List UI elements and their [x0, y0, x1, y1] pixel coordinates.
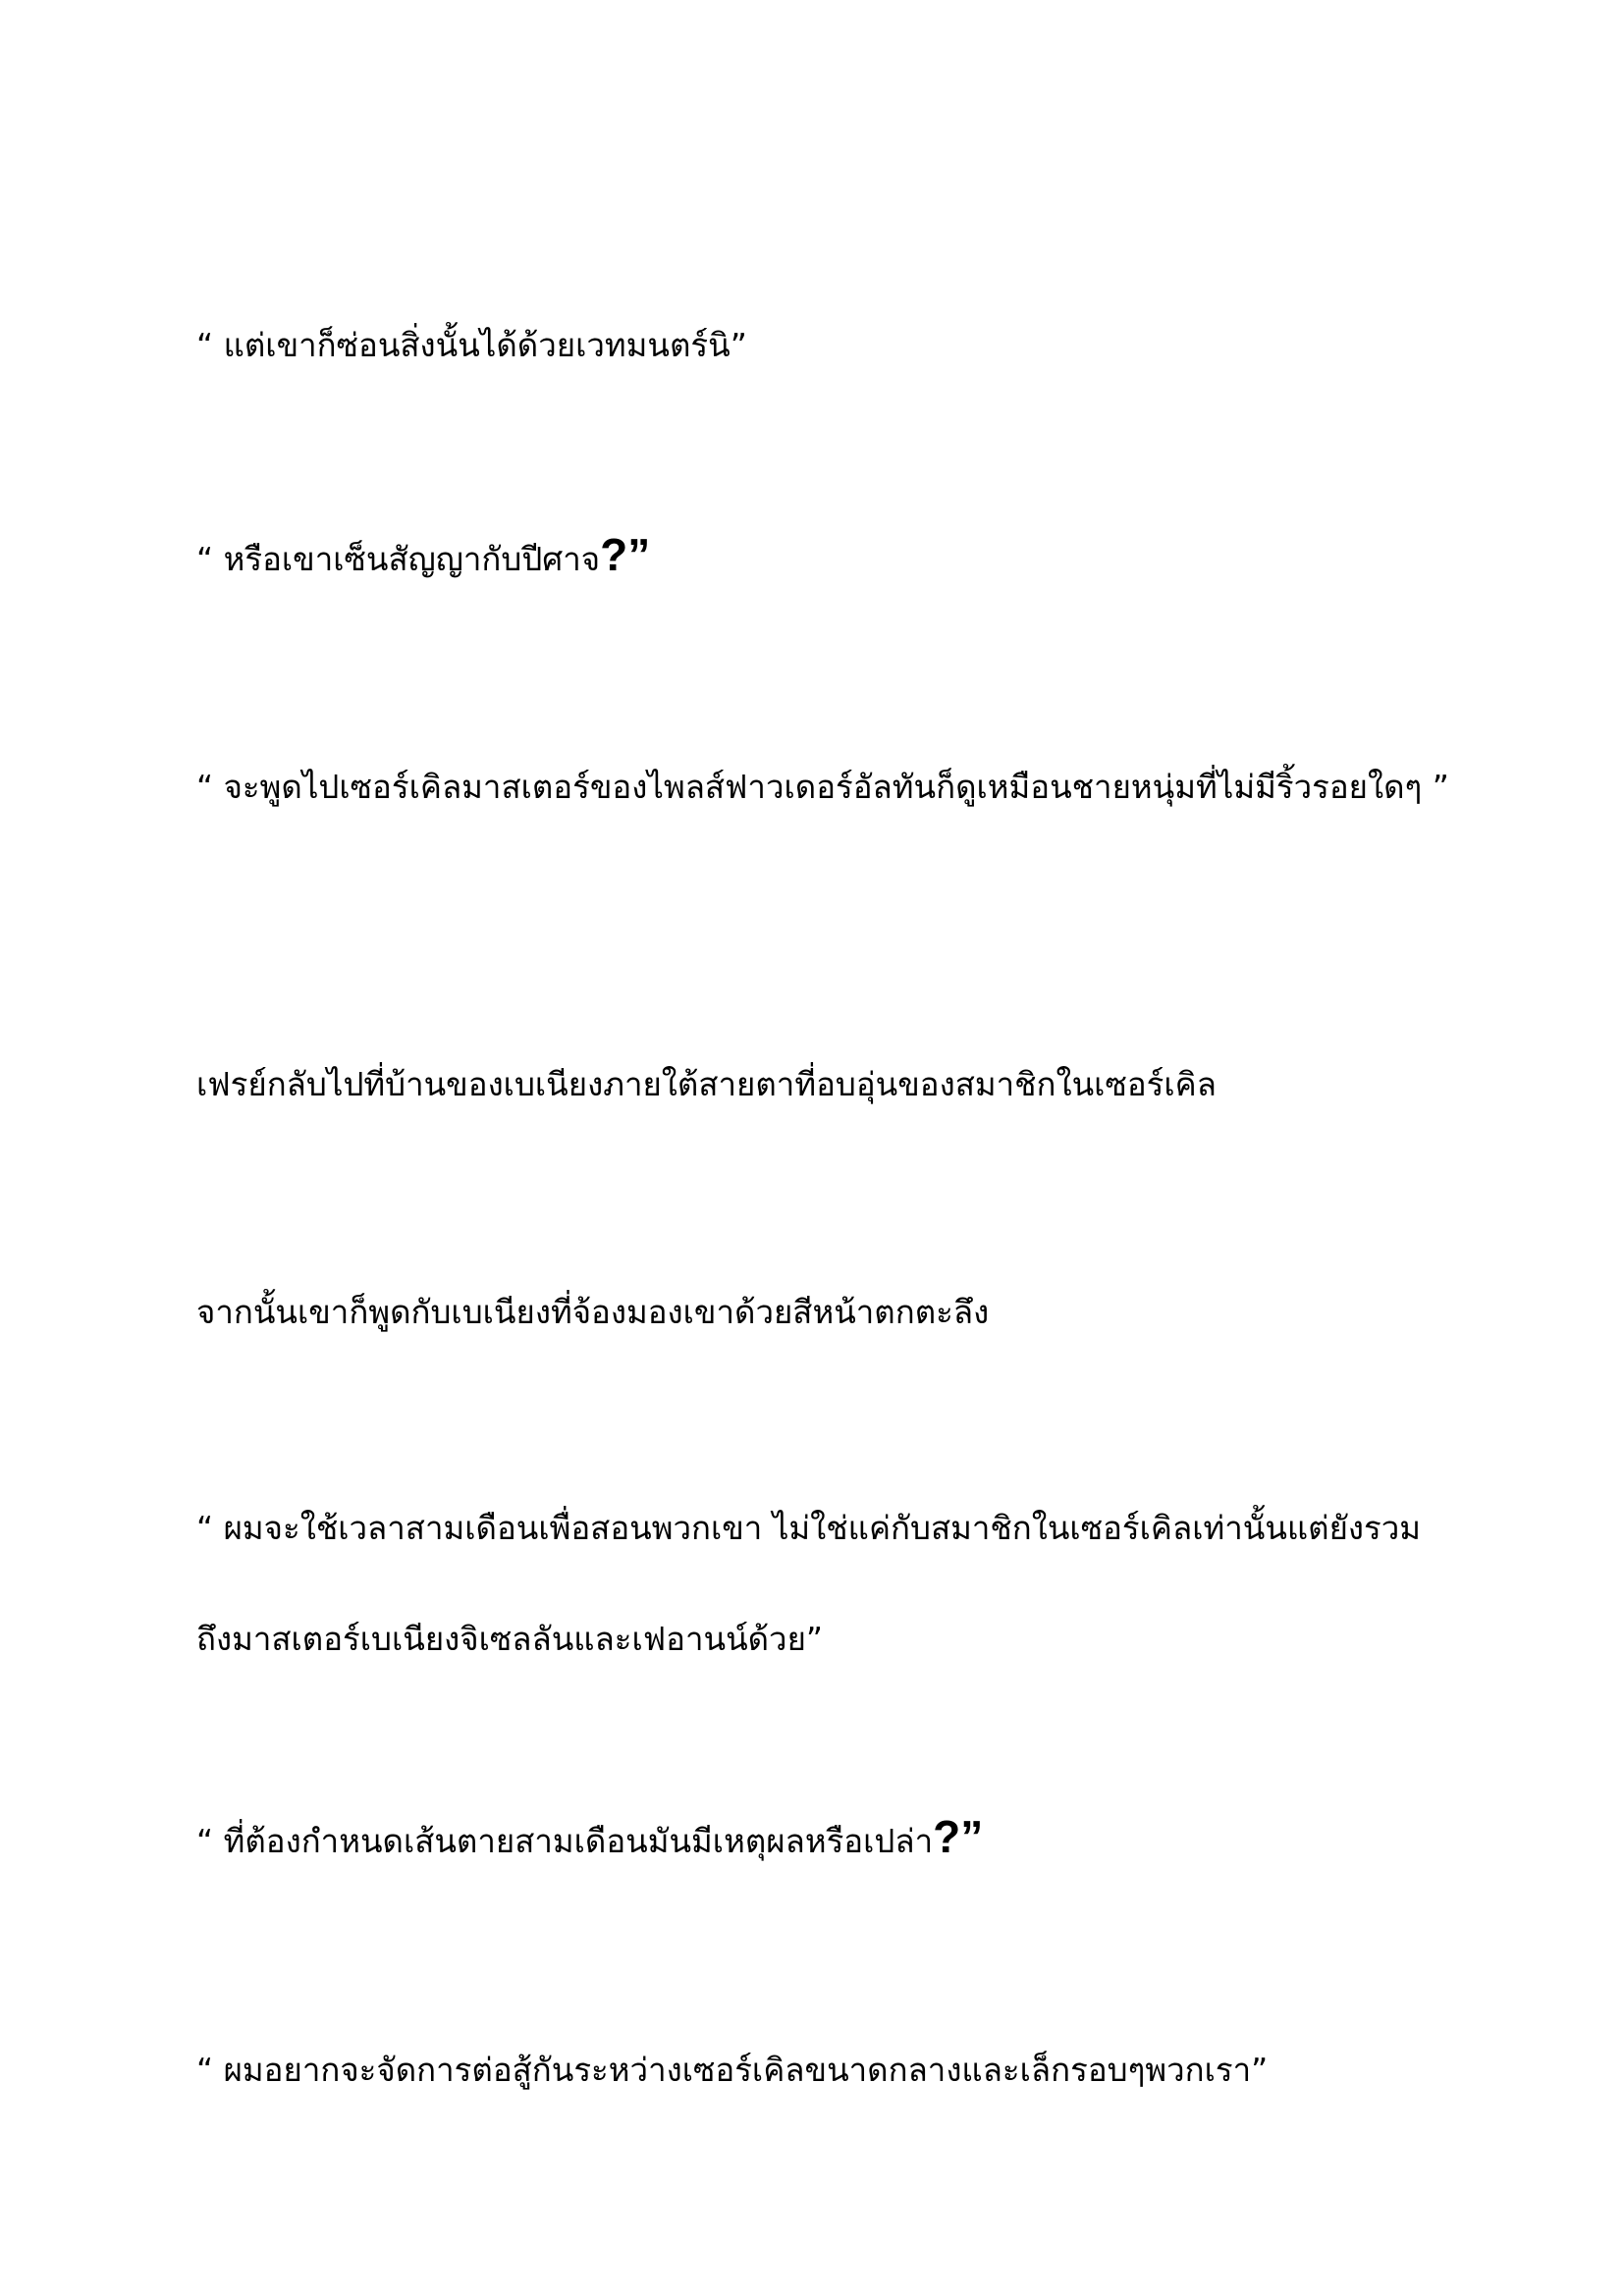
- paragraph-3: [196, 729, 1453, 840]
- paragraph-4-text: เฟรย์กลับไปที่บ้านของเบเนียงภายใต้สายตาที่อบอุ่นของสมาชิกในเซอร์เคิล: [196, 1065, 1217, 1103]
- paragraph-2: [196, 502, 1453, 613]
- paragraph-7: [196, 1784, 1453, 1895]
- paragraph-5: [196, 1255, 1453, 1365]
- paragraph-1-text: “ แต่เขาก็ซ่อนสิ่งนั้นได้ด้วยเวทมนตร์นิ”: [196, 326, 747, 364]
- paragraph-2-text: “ หรือเขาเซ็นสัญญากับปีศาจ: [196, 540, 601, 578]
- paragraph-2-end: ?”: [600, 529, 651, 580]
- paragraph-3-text: “ จะพูดไปเซอร์เคิลมาสเตอร์ของไพลส์ฟาวเดอร์อัลทันก็ดูเหมือนชายหนุ่มที่ไม่มีริ้วรอยใดๆ ”: [196, 768, 1449, 806]
- paragraph-6-text: “ ผมจะใช้เวลาสามเดือนเพื่อสอนพวกเขา ไม่ใช่แค่กับสมาชิกในเซอร์เคิลเท่านั้นแต่ยังรวมถึงมาสเตอร์เบเนียงจิเซลลันและเฟอานน์ด้วย”: [196, 1509, 1422, 1658]
- paragraph-8-text: “ ผมอยากจะจัดการต่อสู้กันระหว่างเซอร์เคิลขนาดกลางและเล็กรอบๆพวกเรา”: [196, 2051, 1269, 2089]
- paragraph-7-end: ?”: [933, 1811, 984, 1862]
- paragraph-5-text: จากนั้นเขาก็พูดกับเบเนียงที่จ้องมองเขาด้วยสีหน้าตกตะลึง: [196, 1293, 990, 1331]
- paragraph-8: [196, 2012, 1453, 2123]
- paragraph-4: [196, 1027, 1453, 1138]
- paragraph-1: [196, 288, 1453, 399]
- paragraph-6: [196, 1474, 1453, 1692]
- paragraph-7-text: “ ที่ต้องกำหนดเส้นตายสามเดือนมันมีเหตุผลหรือเปล่า: [196, 1822, 934, 1860]
